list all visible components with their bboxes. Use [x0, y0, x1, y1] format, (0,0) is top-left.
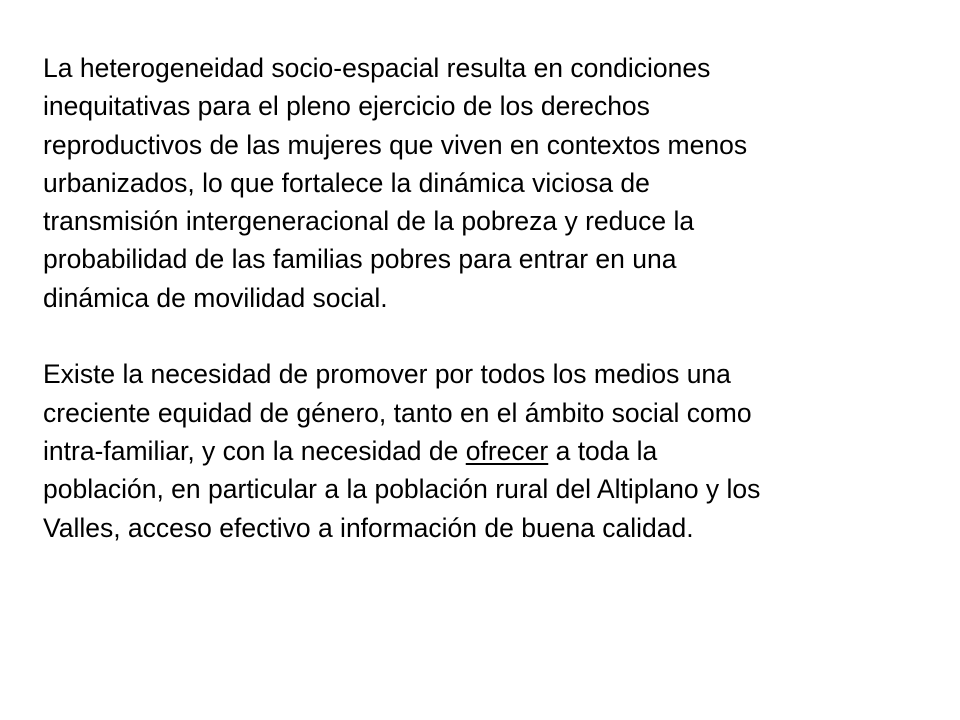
paragraph-1: [43, 49, 923, 317]
line-text-before: intra-familiar, y con la necesidad de: [43, 435, 466, 466]
body-text: [43, 49, 923, 547]
paragraph-2: [43, 355, 923, 546]
paragraph-1-line: transmisión intergeneracional de la pobreza y reduce la: [43, 206, 695, 237]
paragraph-2-line: Existe la necesidad de promover por todos los medios una: [43, 359, 731, 390]
paragraph-1-line: dinámica de movilidad social.: [43, 282, 388, 313]
paragraph-1-line: reproductivos de las mujeres que viven en contextos menos: [43, 129, 748, 160]
line-text-after: a toda la: [548, 435, 658, 466]
paragraph-1-line: inequitativas para el pleno ejercicio de los derechos: [43, 91, 650, 122]
paragraph-2-line: Valles, acceso efectivo a información de buena calidad.: [43, 512, 694, 543]
paragraph-2-line: creciente equidad de género, tanto en el ámbito social como: [43, 397, 752, 428]
paragraph-1-line: La heterogeneidad socio-espacial resulta en condiciones: [43, 53, 711, 83]
paragraph-2-line: población, en particular a la población rural del Altiplano y los: [43, 474, 761, 505]
paragraph-2-line: [43, 432, 923, 470]
paragraph-1-line: urbanizados, lo que fortalece la dinámica viciosa de: [43, 167, 650, 198]
paragraph-1-line: probabilidad de las familias pobres para entrar en una: [43, 244, 677, 275]
underlined-word: ofrecer: [465, 435, 549, 466]
